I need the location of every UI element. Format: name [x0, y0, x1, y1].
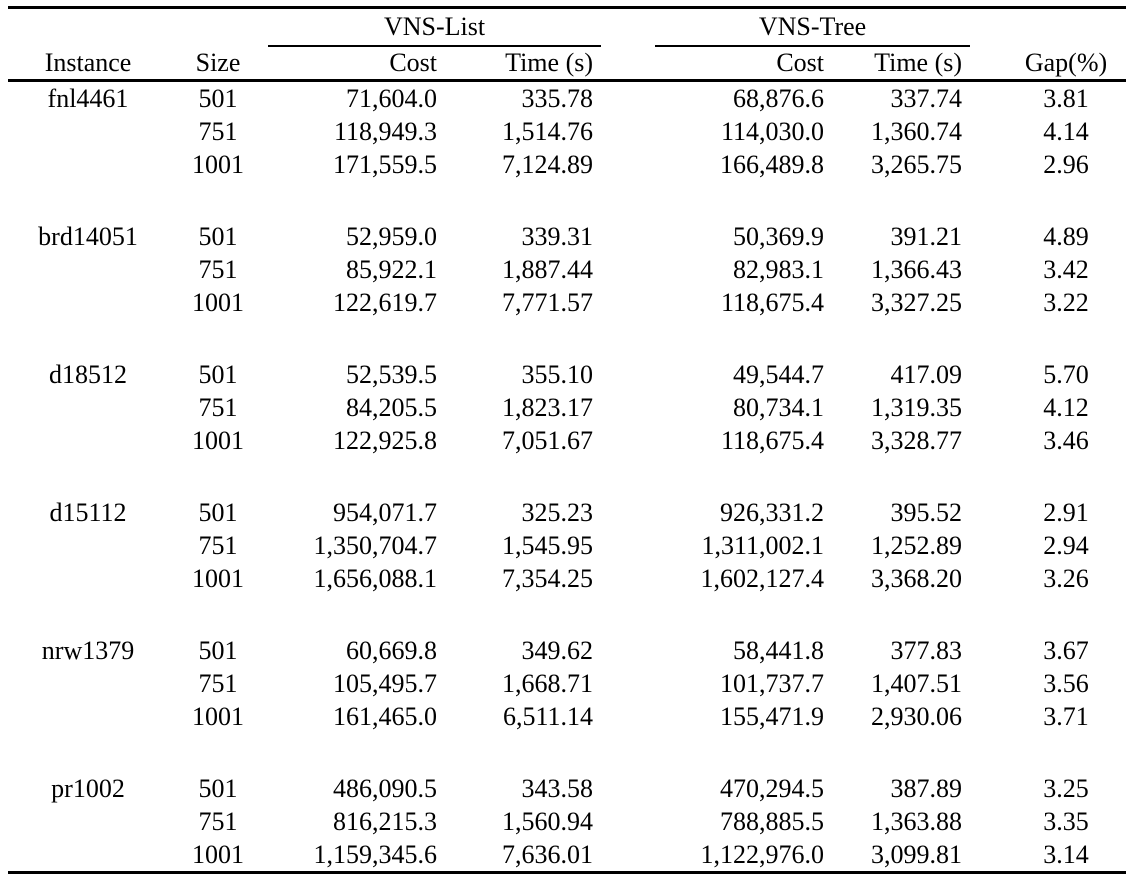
vns-tree-cost-cell: 49,544.7: [733, 359, 824, 389]
size-cell: 1001: [192, 149, 244, 179]
instance-cell: [8, 148, 168, 181]
spacer-cell: [601, 81, 655, 116]
vns-tree-time-cell: 3,368.20: [871, 563, 963, 593]
col-header-gap: Gap(%): [970, 46, 1126, 81]
vns-list-time-cell: 7,771.57: [502, 287, 593, 317]
spacer-cell: [601, 358, 655, 391]
size-cell: 1001: [192, 701, 244, 731]
size-cell: 751: [198, 806, 238, 836]
vns-tree-cost-cell: 1,602,127.4: [700, 563, 824, 593]
gap-cell: 2.91: [1043, 497, 1089, 527]
spacer-cell: [601, 8, 655, 47]
vns-list-group-header: VNS-List: [268, 8, 601, 47]
size-cell: 751: [198, 116, 238, 146]
vns-tree-cost-cell: 114,030.0: [720, 116, 824, 146]
vns-tree-time-cell: 395.52: [890, 497, 963, 527]
vns-tree-cost-cell: 80,734.1: [733, 392, 824, 422]
vns-list-cost-cell: 122,925.8: [333, 425, 437, 455]
spacer-cell: [601, 220, 655, 253]
vns-list-cost-cell: 85,922.1: [346, 254, 437, 284]
size-cell: 751: [198, 530, 238, 560]
spacer-cell: [601, 562, 655, 595]
spacer-cell: [601, 772, 655, 805]
size-cell: 501: [198, 359, 238, 389]
group-gap-cell: [8, 319, 1126, 358]
instance-cell: [8, 667, 168, 700]
instance-cell: [8, 805, 168, 838]
vns-list-time-cell: 7,124.89: [502, 149, 593, 179]
vns-list-time-cell: 325.23: [521, 497, 593, 527]
col-header-size: Size: [168, 46, 268, 81]
spacer-cell: [601, 496, 655, 529]
gap-cell: 3.26: [1043, 563, 1089, 593]
vns-list-cost-cell: 816,215.3: [333, 806, 437, 836]
spacer-cell: [601, 424, 655, 457]
vns-list-time-cell: 7,354.25: [502, 563, 593, 593]
vns-list-time-cell: 1,514.76: [502, 116, 593, 146]
vns-tree-time-cell: 1,407.51: [871, 668, 963, 698]
vns-tree-cost-cell: 1,122,976.0: [700, 839, 824, 869]
instance-cell: [8, 562, 168, 595]
group-gap-cell: [8, 181, 1126, 220]
spacer-cell: [601, 634, 655, 667]
vns-list-time-cell: 339.31: [521, 221, 593, 251]
table-row: [8, 496, 1126, 529]
table-row: [8, 838, 1126, 873]
vns-list-time-cell: 1,887.44: [502, 254, 593, 284]
vns-tree-cost-cell: 1,311,002.1: [701, 530, 824, 560]
table-row: [8, 634, 1126, 667]
instance-cell: [8, 700, 168, 733]
gap-cell: 3.56: [1043, 668, 1089, 698]
vns-tree-time-cell: 1,360.74: [871, 116, 963, 146]
instance-cell: [8, 391, 168, 424]
vns-tree-cost-cell: 166,489.8: [720, 149, 824, 179]
vns-list-time-cell: 1,668.71: [502, 668, 593, 698]
table-row: [8, 424, 1126, 457]
vns-list-time-cell: 335.78: [521, 83, 593, 113]
vns-tree-cost-cell: 926,331.2: [720, 497, 824, 527]
vns-tree-time-cell: 3,099.81: [871, 839, 963, 869]
table-row: [8, 562, 1126, 595]
gap-cell: 5.70: [1043, 359, 1089, 389]
vns-list-cost-cell: 954,071.7: [333, 497, 437, 527]
col-header-instance: Instance: [8, 46, 168, 81]
column-header-row: [8, 46, 1126, 81]
vns-list-cost-cell: 122,619.7: [333, 287, 437, 317]
table-row: [8, 529, 1126, 562]
results-table: [8, 6, 1126, 874]
size-cell: 1001: [192, 287, 244, 317]
gap-cell: 3.14: [1043, 839, 1089, 869]
vns-list-time-cell: 1,545.95: [502, 530, 593, 560]
vns-tree-time-cell: 391.21: [890, 221, 963, 251]
size-cell: 501: [198, 221, 238, 251]
vns-tree-cost-cell: 50,369.9: [733, 221, 824, 251]
group-gap-row: [8, 181, 1126, 220]
vns-list-time-cell: 7,051.67: [502, 425, 593, 455]
size-cell: 501: [198, 635, 238, 665]
gap-cell: 3.25: [1043, 773, 1089, 803]
instance-cell: nrw1379: [41, 635, 135, 665]
group-gap-cell: [8, 595, 1126, 634]
gap-cell: 2.94: [1043, 530, 1089, 560]
vns-tree-cost-cell: 118,675.4: [720, 425, 824, 455]
table-row: [8, 391, 1126, 424]
vns-tree-cost-cell: 788,885.5: [720, 806, 824, 836]
gap-cell: 3.35: [1043, 806, 1089, 836]
instance-cell: [8, 838, 168, 873]
table-row: [8, 358, 1126, 391]
spacer-cell: [601, 805, 655, 838]
vns-tree-time-cell: 1,319.35: [871, 392, 963, 422]
vns-tree-cost-cell: 82,983.1: [733, 254, 824, 284]
vns-tree-cost-cell: 118,675.4: [720, 287, 824, 317]
size-cell: 751: [198, 392, 238, 422]
spacer-cell: [601, 529, 655, 562]
spacer-cell: [601, 286, 655, 319]
vns-list-time-cell: 349.62: [521, 635, 593, 665]
vns-tree-cost-cell: 155,471.9: [720, 701, 824, 731]
table-row: [8, 220, 1126, 253]
instance-cell: fnl4461: [47, 83, 129, 113]
table-row: [8, 286, 1126, 319]
vns-list-time-cell: 1,823.17: [502, 392, 593, 422]
instance-cell: [8, 253, 168, 286]
empty-cell: [970, 8, 1126, 47]
gap-cell: 3.71: [1043, 701, 1089, 731]
size-cell: 501: [198, 497, 238, 527]
instance-cell: [8, 424, 168, 457]
vns-list-cost-cell: 84,205.5: [346, 392, 437, 422]
vns-tree-time-cell: 417.09: [890, 359, 963, 389]
spacer-cell: [601, 700, 655, 733]
vns-list-cost-cell: 1,350,704.7: [313, 530, 437, 560]
size-cell: 1001: [192, 425, 244, 455]
gap-cell: 3.67: [1043, 635, 1089, 665]
vns-list-cost-cell: 71,604.0: [346, 83, 437, 113]
gap-cell: 4.89: [1043, 221, 1089, 251]
instance-cell: d18512: [49, 359, 127, 389]
instance-cell: pr1002: [51, 773, 125, 803]
empty-cell: [168, 8, 268, 47]
vns-list-time-cell: 7,636.01: [502, 839, 593, 869]
col-header-tree-cost: Cost: [655, 46, 832, 81]
instance-cell: d15112: [49, 497, 127, 527]
spacer-cell: [601, 46, 655, 81]
table-row: [8, 700, 1126, 733]
table-body: [8, 81, 1126, 873]
vns-list-cost-cell: 52,959.0: [346, 221, 437, 251]
vns-tree-cost-cell: 470,294.5: [720, 773, 824, 803]
spacer-cell: [601, 148, 655, 181]
size-cell: 1001: [192, 839, 244, 869]
group-gap-row: [8, 595, 1126, 634]
vns-list-time-cell: 355.10: [521, 359, 593, 389]
vns-list-cost-cell: 118,949.3: [333, 116, 437, 146]
vns-list-cost-cell: 105,495.7: [333, 668, 437, 698]
vns-tree-time-cell: 387.89: [890, 773, 963, 803]
col-header-list-time: Time (s): [445, 46, 601, 81]
vns-list-cost-cell: 161,465.0: [333, 701, 437, 731]
group-gap-cell: [8, 457, 1126, 496]
vns-tree-time-cell: 1,252.89: [871, 530, 963, 560]
size-cell: 751: [198, 668, 238, 698]
gap-cell: 3.81: [1043, 83, 1089, 113]
gap-cell: 3.46: [1043, 425, 1089, 455]
vns-list-time-cell: 343.58: [521, 773, 593, 803]
vns-tree-time-cell: 1,366.43: [871, 254, 963, 284]
vns-tree-cost-cell: 58,441.8: [733, 635, 824, 665]
vns-tree-cost-cell: 101,737.7: [720, 668, 824, 698]
spacer-cell: [601, 667, 655, 700]
vns-tree-time-cell: 337.74: [890, 83, 963, 113]
vns-list-time-cell: 6,511.14: [502, 701, 593, 731]
group-header-row: [8, 8, 1126, 47]
col-header-list-cost: Cost: [268, 46, 445, 81]
table-row: [8, 115, 1126, 148]
table-row: [8, 772, 1126, 805]
vns-list-time-cell: 1,560.94: [502, 806, 593, 836]
vns-tree-cost-cell: 68,876.6: [733, 83, 824, 113]
empty-cell: [8, 8, 168, 47]
instance-cell: [8, 115, 168, 148]
spacer-cell: [601, 253, 655, 286]
vns-tree-time-cell: 3,265.75: [871, 149, 963, 179]
vns-tree-group-header: VNS-Tree: [655, 8, 970, 47]
col-header-tree-time: Time (s): [832, 46, 970, 81]
table-row: [8, 148, 1126, 181]
vns-list-cost-cell: 171,559.5: [333, 149, 437, 179]
table-row: [8, 253, 1126, 286]
table-row: [8, 805, 1126, 838]
vns-tree-time-cell: 377.83: [890, 635, 963, 665]
vns-tree-time-cell: 3,327.25: [871, 287, 963, 317]
group-gap-row: [8, 319, 1126, 358]
gap-cell: 4.12: [1043, 392, 1089, 422]
vns-list-cost-cell: 52,539.5: [346, 359, 437, 389]
instance-cell: [8, 286, 168, 319]
vns-list-cost-cell: 1,656,088.1: [313, 563, 437, 593]
spacer-cell: [601, 838, 655, 873]
table-row: [8, 81, 1126, 116]
size-cell: 1001: [192, 563, 244, 593]
spacer-cell: [601, 391, 655, 424]
vns-list-cost-cell: 486,090.5: [333, 773, 437, 803]
vns-tree-time-cell: 3,328.77: [871, 425, 963, 455]
gap-cell: 3.22: [1043, 287, 1089, 317]
group-gap-row: [8, 733, 1126, 772]
vns-tree-time-cell: 1,363.88: [871, 806, 963, 836]
vns-tree-time-cell: 2,930.06: [871, 701, 963, 731]
table-row: [8, 667, 1126, 700]
gap-cell: 3.42: [1043, 254, 1089, 284]
instance-cell: brd14051: [38, 221, 138, 251]
size-cell: 751: [198, 254, 238, 284]
gap-cell: 4.14: [1043, 116, 1089, 146]
size-cell: 501: [198, 83, 238, 113]
size-cell: 501: [198, 773, 238, 803]
group-gap-row: [8, 457, 1126, 496]
spacer-cell: [601, 115, 655, 148]
group-gap-cell: [8, 733, 1126, 772]
instance-cell: [8, 529, 168, 562]
vns-list-cost-cell: 60,669.8: [346, 635, 437, 665]
vns-list-cost-cell: 1,159,345.6: [313, 839, 437, 869]
gap-cell: 2.96: [1043, 149, 1089, 179]
